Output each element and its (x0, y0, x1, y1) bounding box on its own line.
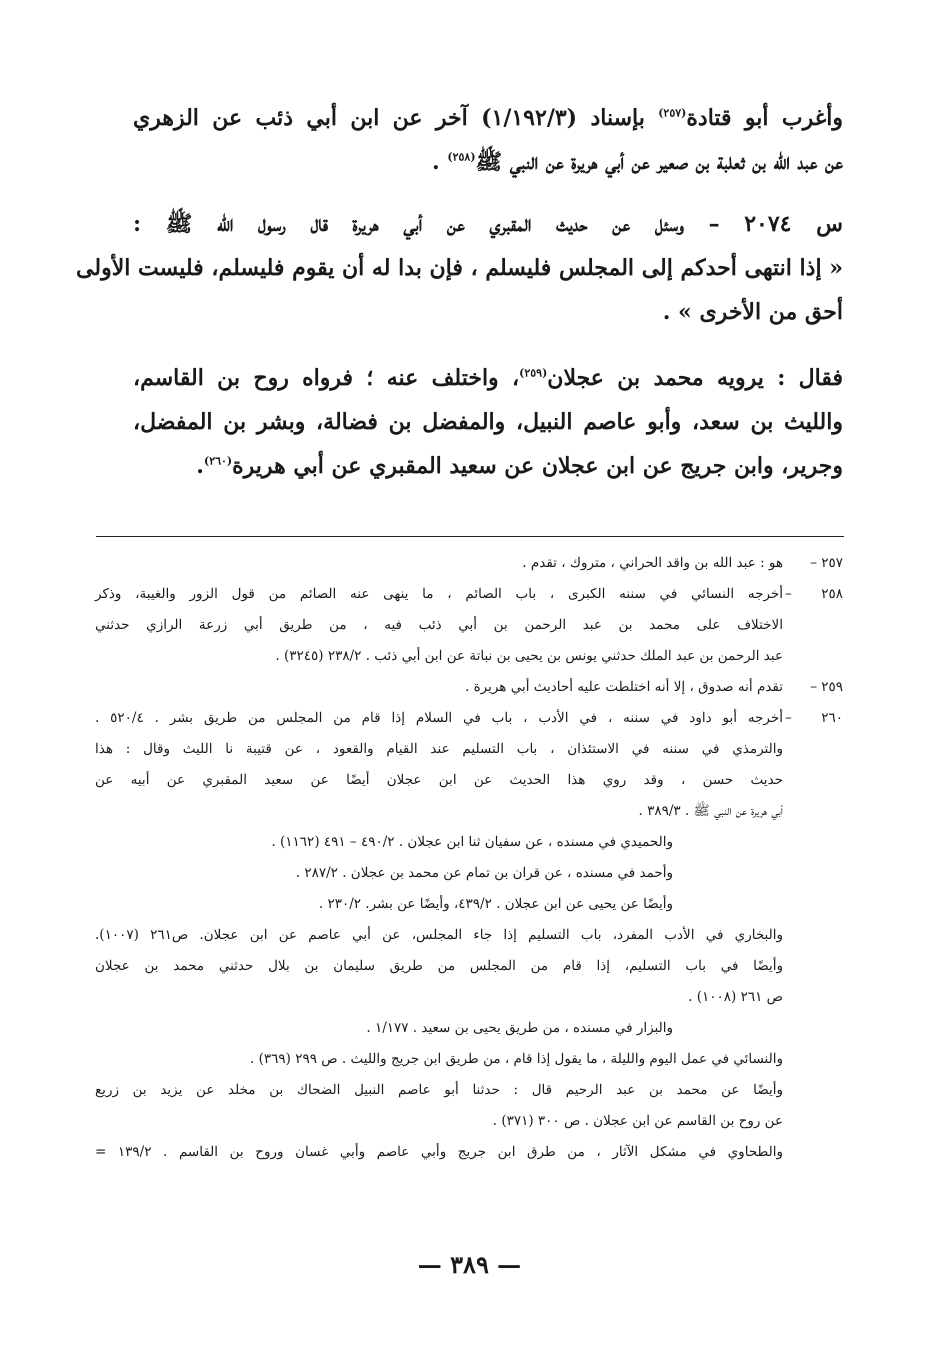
footnote-line (95, 703, 843, 734)
footnote-text: والحميدي في مسنده ، عن سفيان ثنا ابن عجلان . ٤٩٠/٢ – ٤٩١ (١١٦٢) . (271, 834, 673, 850)
footnote-ref: (٢٥٨) (447, 150, 476, 164)
footnote-line (95, 1137, 843, 1168)
footnote-text: والترمذي في سننه في الاستئذان ، باب التسليم عند القيام والقعود ، عن قتيبة نا الليث وقال : هذا (95, 741, 783, 757)
footnote-line (95, 579, 843, 610)
footnote-text: حديث حسن ، وقد روي هذا الحديث عن ابن عجلان أيضًا عن سعيد المقبري عن أبيه عن (95, 772, 783, 788)
text-segment: . (196, 453, 204, 479)
text-segment: أحق من الأخرى » . (662, 299, 843, 325)
footnote-ref: (٢٦٠) (203, 454, 233, 468)
text-segment: وجرير، وابن جريج عن ابن عجلان عن سعيد المقبري عن أبي هريرة (232, 453, 843, 479)
footnote-line (95, 672, 843, 703)
text-segment: ، واختلف عنه ؛ فرواه روح بن القاسم، (133, 365, 520, 391)
footnote-text: تقدم أنه صدوق ، إلا أنه اختلطت عليه أحاديث أبي هريرة . (464, 679, 783, 695)
footnote-number: ٢٦٠ – (785, 710, 843, 726)
footnote-line (95, 610, 843, 641)
footnote-text: والطحاوي في مشكل الآثار ، من طرق ابن جريج وأبي عاصم وأبي غسان وروح بن القاسم . ١٣٩/٢ = (95, 1144, 783, 1160)
text-line (76, 246, 843, 290)
footnote-text: هو : عبد الله بن واقد الحراني ، متروك ، تقدم . (522, 555, 783, 571)
footnote-text: عبد الرحمن بن عبد الملك حدثني يونس بن يحيى بن نباتة عن ابن أبي ذئب . ٢٣٨/٢ (٣٢٤٥) . (275, 648, 783, 664)
footnote-line (95, 920, 843, 951)
page-number: — ٣٨٩ — (417, 1250, 522, 1279)
footnote-separator (96, 536, 844, 537)
text-line (133, 290, 843, 334)
footnote-text: الاختلاف على محمد بن عبد الرحمن بن أبي ذئب فيه ، من طريق أبي زرعة الرازي حدثني (95, 617, 783, 633)
footnote-text: والنسائي في عمل اليوم والليلة ، ما يقول إذا قام ، من طريق ابن جريج والليث . ص ٢٩٩ (٣٦٩) . (250, 1051, 783, 1067)
text-line (133, 444, 843, 488)
footnote-line (95, 951, 843, 982)
text-segment: س ٢٠٧٤ – وسئل عن حديث المقبري عن أبي هريرة قال رسول الله ﷺ : (133, 211, 843, 237)
footnote-text: ص ٢٦١ (١٠٠٨) . (688, 989, 783, 1005)
footnote-text: وأيضًا عن يحيى عن ابن عجلان . ٤٣٩/٢، وأيضًا عن بشر. ٢٣٠/٢ . (318, 896, 673, 912)
text-segment: « إذا انتهى أحدكم إلى المجلس فليسلم ، فإن بدا له أن يقوم فليسلم، فليست الأولى (76, 255, 843, 281)
footnote-line (95, 1044, 843, 1075)
footnote-number: ٢٥٩ – (810, 679, 843, 695)
text-segment: بإسناد (١/١٩٢/٣) آخر عن ابن أبي ذئب عن الزهري (133, 105, 659, 131)
footnotes (95, 548, 843, 1168)
text-segment: والليث بن سعد، وأبو عاصم النبيل، والمفضل بن فضالة، وبشر بن المفضل، (133, 409, 843, 435)
footnote-text: وأحمد في مسنده ، عن قران بن تمام عن محمد بن عجلان . ٢٨٧/٢ . (295, 865, 673, 881)
footnote-text: وأيضًا في باب التسليم، إذا قام من المجلس من طريق سليمان بن بلال حدثني محمد بن عجلان (95, 958, 783, 974)
footnote-line (95, 827, 843, 858)
footnote-line (95, 734, 843, 765)
main-text (76, 96, 843, 488)
footnote-ref: (٢٥٧) (658, 106, 687, 120)
footnote-line (95, 548, 843, 579)
footnote-text: عن روح بن القاسم عن ابن عجلان . ص ٣٠٠ (٣٧١) . (492, 1113, 783, 1129)
footnote-number: ٢٥٨ – (785, 586, 843, 602)
footnote-line (95, 982, 843, 1013)
footnote-line (95, 889, 843, 920)
footnote-number: ٢٥٧ – (810, 555, 843, 571)
text-segment: فقال : يرويه محمد بن عجلان (547, 365, 843, 391)
footnote-text: والبخاري في الأدب المفرد، باب التسليم إذا جاء المجلس، عن أبي عاصم عن ابن عجلان. ص٢٦١ (١٠٠٧). (95, 927, 784, 943)
footnote-text: أبي هريرة عن النبي ﷺ . ٣٨٩/٣ . (638, 803, 783, 819)
footnote-text: أخرجه أبو داود في سننه ، في الأدب ، باب في السلام إذا قام من المجلس من طريق بشر . ٥٢٠/٤ . (95, 710, 783, 726)
text-segment: وأغرب أبو قتادة (686, 105, 843, 131)
text-segment: عن عبد الله بن ثعلبة بن صعير عن أبي هريرة عن النبي ﷺ (475, 149, 843, 175)
footnote-ref: (٢٥٩) (519, 366, 548, 380)
footnote-line (95, 765, 843, 796)
footnote-line (95, 796, 843, 827)
text-line (133, 400, 843, 444)
footnote-text: والبزار في مسنده ، من طريق يحيى بن سعيد . ١/١٧٧ . (366, 1020, 673, 1036)
text-line (133, 140, 843, 184)
footnote-line (95, 1075, 843, 1106)
footnote-line (95, 641, 843, 672)
footnote-line (95, 858, 843, 889)
text-line (133, 96, 843, 140)
footnote-line (95, 1106, 843, 1137)
text-line (133, 202, 843, 246)
text-segment: . (432, 149, 448, 175)
footnote-line (95, 1013, 843, 1044)
text-line (133, 356, 843, 400)
footnote-text: أخرجه النسائي في سننه الكبرى ، باب الصائم ، ما ينهى عنه الصائم من قول الزور والغيبة، وذكر (95, 586, 783, 602)
footnote-text: وأيضًا عن محمد بن عبد الرحيم قال : حدثنا أبو عاصم النبيل الضحاك بن مخلد عن يزيد بن زريع (95, 1082, 783, 1098)
